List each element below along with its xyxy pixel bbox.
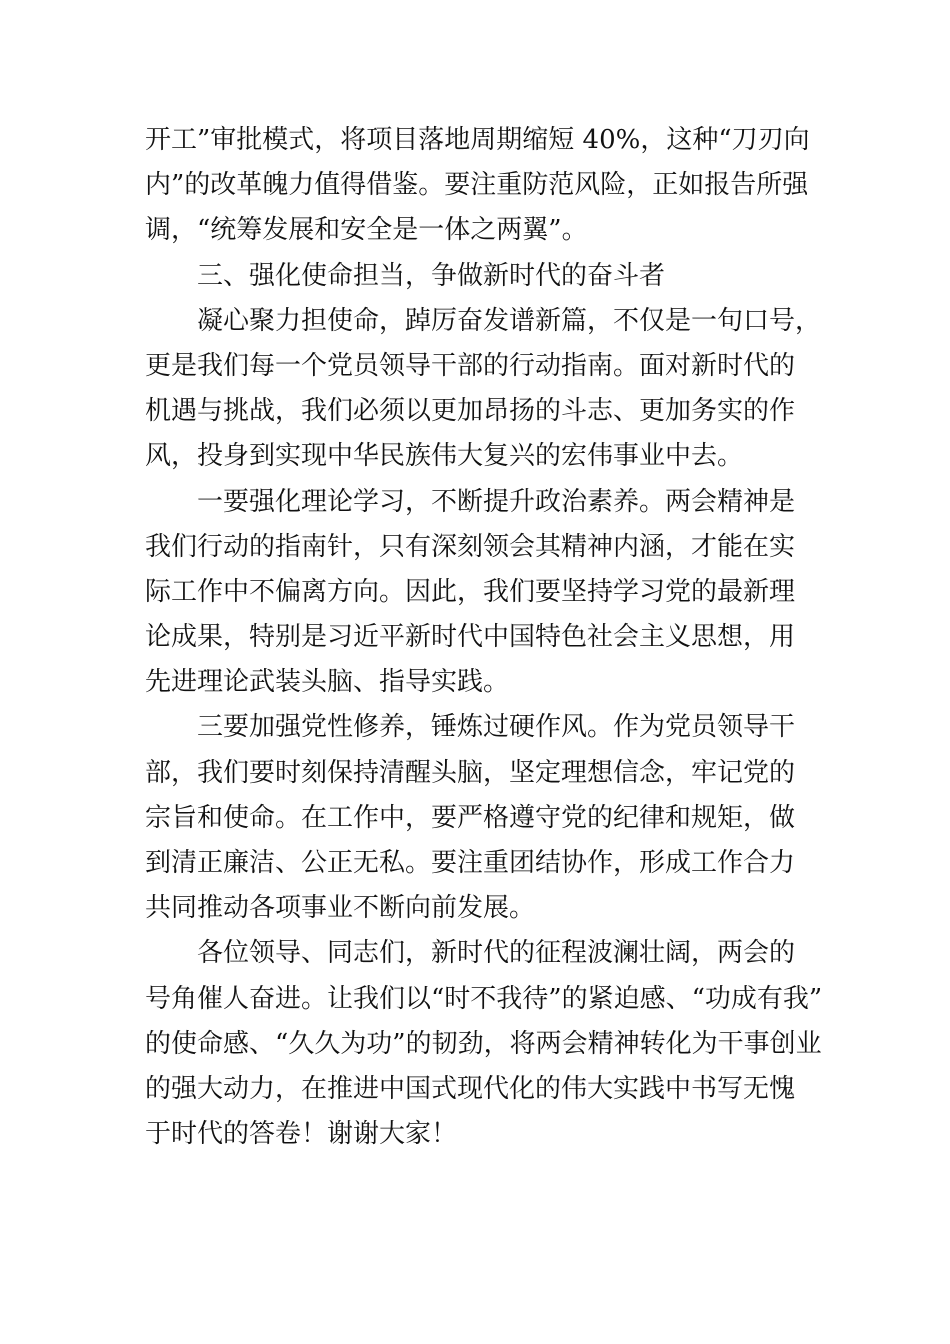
text-line: 凝心聚力担使命，踔厉奋发谱新篇，不仅是一句口号， bbox=[197, 305, 822, 336]
text-line: 共同推动各项事业不断向前发展。 bbox=[145, 893, 536, 924]
text-line: 到清正廉洁、公正无私。要注重团结协作，形成工作合力 bbox=[145, 848, 796, 878]
text-line: 的使命感、“久久为功”的韧劲，将两会精神转化为干事创业 bbox=[145, 1028, 822, 1059]
text-line: 更是我们每一个党员领导干部的行动指南。面对新时代的 bbox=[145, 350, 796, 381]
document-body bbox=[145, 118, 823, 1157]
text-line: 机遇与挑战，我们必须以更加昂扬的斗志、更加务实的作 bbox=[145, 396, 796, 427]
section-heading: 三、强化使命担当，争做新时代的奋斗者 bbox=[197, 260, 666, 291]
text-line: 的强大动力，在推进中国式现代化的伟大实践中书写无愧 bbox=[145, 1073, 796, 1104]
text-line: 开工”审批模式，将项目落地周期缩短 40%，这种“刀刃向 bbox=[145, 125, 810, 155]
text-line: 于时代的答卷！谢谢大家！ bbox=[145, 1119, 458, 1150]
text-line: 我们行动的指南针，只有深刻领会其精神内涵，才能在实 bbox=[145, 531, 796, 562]
text-line: 各位领导、同志们，新时代的征程波澜壮阔，两会的 bbox=[197, 938, 796, 969]
text-line: 三要加强党性修养，锤炼过硬作风。作为党员领导干 bbox=[197, 712, 796, 743]
text-line: 宗旨和使命。在工作中，要严格遵守党的纪律和规矩，做 bbox=[145, 802, 796, 833]
text-line: 论成果，特别是习近平新时代中国特色社会主义思想，用 bbox=[145, 622, 796, 653]
text-line: 部，我们要时刻保持清醒头脑，坚定理想信念，牢记党的 bbox=[145, 757, 796, 788]
text-line: 号角催人奋进。让我们以“时不我待”的紧迫感、“功成有我” bbox=[145, 983, 823, 1014]
text-line: 内”的改革魄力值得借鉴。要注重防范风险，正如报告所强 bbox=[145, 170, 809, 201]
text-line: 先进理论武装头脑、指导实践。 bbox=[145, 667, 510, 698]
text-line: 调，“统筹发展和安全是一体之两翼”。 bbox=[145, 215, 588, 246]
text-line: 一要强化理论学习，不断提升政治素养。两会精神是 bbox=[197, 486, 796, 517]
text-line: 风，投身到实现中华民族伟大复兴的宏伟事业中去。 bbox=[145, 441, 744, 472]
text-line: 际工作中不偏离方向。因此，我们要坚持学习党的最新理 bbox=[145, 576, 796, 607]
